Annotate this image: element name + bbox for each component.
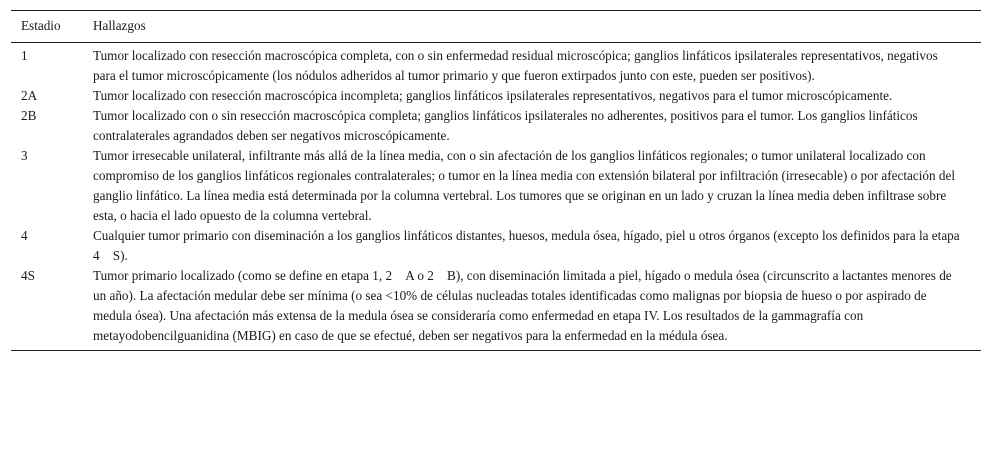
stage-cell: 2B — [21, 108, 37, 123]
findings-cell: Tumor localizado con o sin resección macroscópica completa; ganglios linfáticos ipsilaterales no adherentes, positivos para el tumor. Los ganglios linfáticos contralaterales agrandados deben ser negativos microscópicamente. — [93, 108, 918, 143]
stage-cell: 2A — [21, 88, 38, 103]
findings-cell: Tumor irresecable unilateral, infiltrante más allá de la línea media, con o sin afectación de los ganglios linfáticos regionales; o tumor unilateral localizado con compromiso de los ganglios linfáticos regionales contralaterales; o tumor en la línea media con extensión bilateral por infiltración (irresecable) o por afectación del ganglio linfático. La línea media está determinada por la columna vertebral. Los tumores que se originan en un lado y cruzan la línea media deben infiltrase sobre esta, o hacia el lado opuesto de la columna vertebral. — [93, 148, 955, 223]
staging-table — [11, 10, 981, 351]
stage-cell: 4S — [21, 268, 35, 283]
header-hallazgos: Hallazgos — [93, 18, 146, 33]
table-row — [11, 266, 981, 351]
findings-cell: Tumor localizado con resección macroscópica completa, con o sin enfermedad residual microscópica; ganglios linfáticos ipsilaterales representativos, negativos para el tumor microscópicamente (los nódulos adheridos al tumor primario y que fueron extirpados junto con este, pueden ser positivos). — [93, 48, 938, 83]
table-header-row — [11, 11, 981, 43]
findings-cell: Tumor localizado con resección macroscópica incompleta; ganglios linfáticos ipsilaterales representativos, negativos para el tumor microscópicamente. — [93, 88, 893, 103]
findings-cell: Cualquier tumor primario con diseminación a los ganglios linfáticos distantes, huesos, medula ósea, hígado, piel u otros órganos (excepto los definidos para la etapa 4 S). — [93, 228, 960, 263]
header-estadio: Estadio — [21, 18, 61, 33]
stage-cell: 3 — [21, 148, 28, 163]
stage-cell: 1 — [21, 48, 28, 63]
table-row — [11, 146, 981, 226]
findings-cell: Tumor primario localizado (como se define en etapa 1, 2 A o 2 B), con diseminación limitada a piel, hígado o medula ósea (circunscrito a lactantes menores de un año). La afectación medular debe ser mínima (o sea <10% de células nucleadas totales identificadas como malignas por biopsia de hueso o por aspirado de medula ósea). Una afectación más extensa de la medula ósea se consideraría como enfermedad en etapa IV. Los resultados de la gammagrafía con metayodobencilguanidina (MBIG) en caso de que se efectué, deben ser negativos para la enfermedad en la médula ósea. — [93, 268, 952, 343]
table-row — [11, 106, 981, 146]
table-row — [11, 226, 981, 266]
stage-cell: 4 — [21, 228, 28, 243]
table-row — [11, 86, 981, 106]
table-row — [11, 43, 981, 87]
